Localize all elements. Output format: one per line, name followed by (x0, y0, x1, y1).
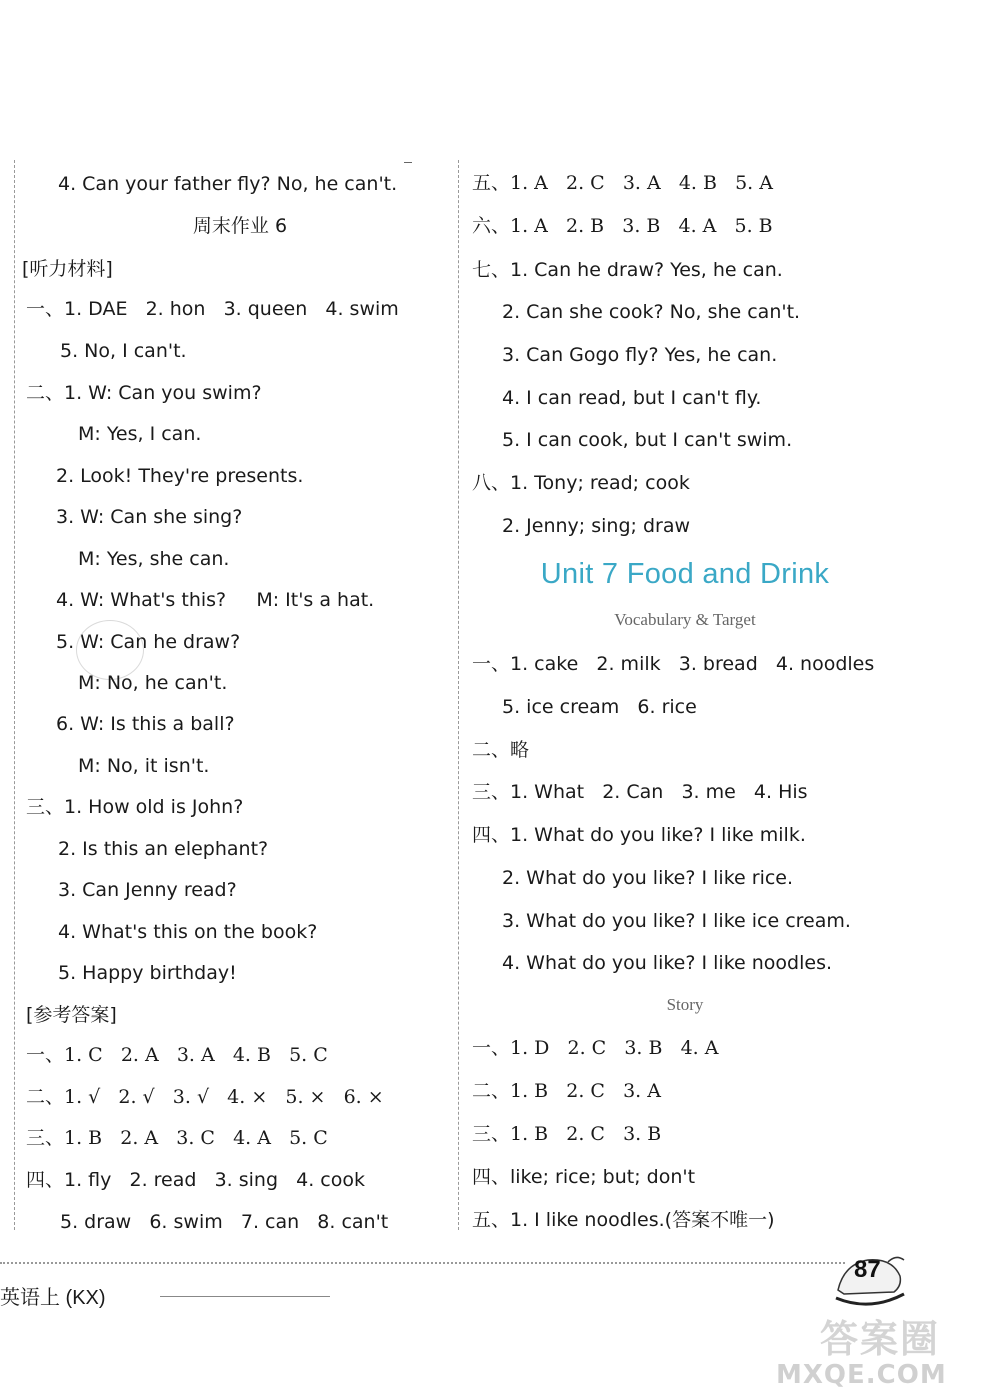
answer-line: 3. W: Can she sing? (56, 506, 243, 528)
answer-line: 2. Jenny; sing; draw (502, 515, 691, 537)
answer-line: 三、1. B 2. A 3. C 4. A 5. C (26, 1127, 328, 1149)
story-heading: Story (666, 995, 704, 1014)
answer-line: 4. What do you like? I like noodles. (502, 952, 833, 974)
answer-line: M: No, it isn't. (78, 755, 210, 777)
answer-line: 5. draw 6. swim 7. can 8. can't (60, 1211, 389, 1233)
vocab-heading: Vocabulary & Target (614, 610, 756, 629)
answer-line: 2. Is this an elephant? (58, 838, 269, 860)
watermark-text: 答案圈 (820, 1317, 941, 1361)
answer-line: 四、1. fly 2. read 3. sing 4. cook (26, 1169, 366, 1191)
answer-line: 5. Happy birthday! (58, 962, 237, 984)
answer-line: 4. Can your father fly? No, he can't. (58, 173, 398, 195)
answer-line: 5. No, I can't. (60, 340, 187, 362)
section-label: [参考答案] (26, 1004, 117, 1026)
section-label: [听力材料] (22, 258, 113, 280)
answer-line: 四、1. What do you like? I like milk. (472, 824, 806, 846)
unit-title: Unit 7 Food and Drink (540, 558, 830, 590)
answer-line: 5. W: Can he draw? (56, 631, 241, 653)
answer-line: 五、1. I like noodles.(答案不唯一) (472, 1209, 775, 1231)
answer-line: 三、1. B 2. C 3. B (472, 1123, 662, 1145)
page-number-badge (830, 1250, 910, 1310)
answer-line: 二、略 (472, 739, 530, 761)
answer-line: 3. Can Gogo fly? Yes, he can. (502, 344, 778, 366)
answer-line: 5. I can cook, but I can't swim. (502, 429, 793, 451)
footer-rule (0, 1262, 845, 1264)
answer-line: 4. What's this on the book? (58, 921, 318, 943)
answer-line: 二、1. √ 2. √ 3. √ 4. × 5. × 6. × (26, 1086, 384, 1108)
answer-line: 3. What do you like? I like ice cream. (502, 910, 851, 932)
corner-tick (404, 162, 412, 163)
answer-line: M: Yes, I can. (78, 423, 202, 445)
page-number: 87 (854, 1256, 881, 1283)
answer-line: 5. ice cream 6. rice (502, 696, 697, 718)
answer-line: 二、1. B 2. C 3. A (472, 1080, 661, 1102)
answer-line: 一、1. D 2. C 3. B 4. A (472, 1037, 719, 1059)
section-heading: 周末作业 6 (192, 215, 288, 237)
answer-line: 八、1. Tony; read; cook (472, 472, 690, 494)
answer-line: 五、1. A 2. C 3. A 4. B 5. A (472, 172, 773, 194)
answer-line: 2. Look! They're presents. (56, 465, 304, 487)
footer-blank-line (160, 1296, 330, 1297)
answer-line: M: Yes, she can. (78, 548, 230, 570)
answer-line: 四、like; rice; but; don't (472, 1166, 696, 1188)
answer-line: 二、1. W: Can you swim? (26, 382, 262, 404)
book-label: 英语上 (KX) (0, 1287, 106, 1309)
answer-line: 4. I can read, but I can't fly. (502, 387, 762, 409)
answer-line: 一、1. cake 2. milk 3. bread 4. noodles (472, 653, 875, 675)
answer-line: 2. Can she cook? No, she can't. (502, 301, 801, 323)
answer-line: 一、1. C 2. A 3. A 4. B 5. C (26, 1044, 328, 1066)
left-margin-rule (14, 160, 15, 1230)
watermark-url: MXQE.COM (776, 1360, 947, 1390)
answer-line: 七、1. Can he draw? Yes, he can. (472, 259, 783, 281)
answer-line: 4. W: What's this? M: It's a hat. (56, 589, 375, 611)
answer-line: 六、1. A 2. B 3. B 4. A 5. B (472, 215, 773, 237)
answer-line: 三、1. What 2. Can 3. me 4. His (472, 781, 808, 803)
answer-line: M: No, he can't. (78, 672, 228, 694)
answer-line: 一、1. DAE 2. hon 3. queen 4. swim (26, 298, 399, 320)
answer-line: 3. Can Jenny read? (58, 879, 237, 901)
column-divider (458, 160, 459, 1230)
answer-line: 三、1. How old is John? (26, 796, 244, 818)
answer-line: 6. W: Is this a ball? (56, 713, 235, 735)
answer-line: 2. What do you like? I like rice. (502, 867, 794, 889)
